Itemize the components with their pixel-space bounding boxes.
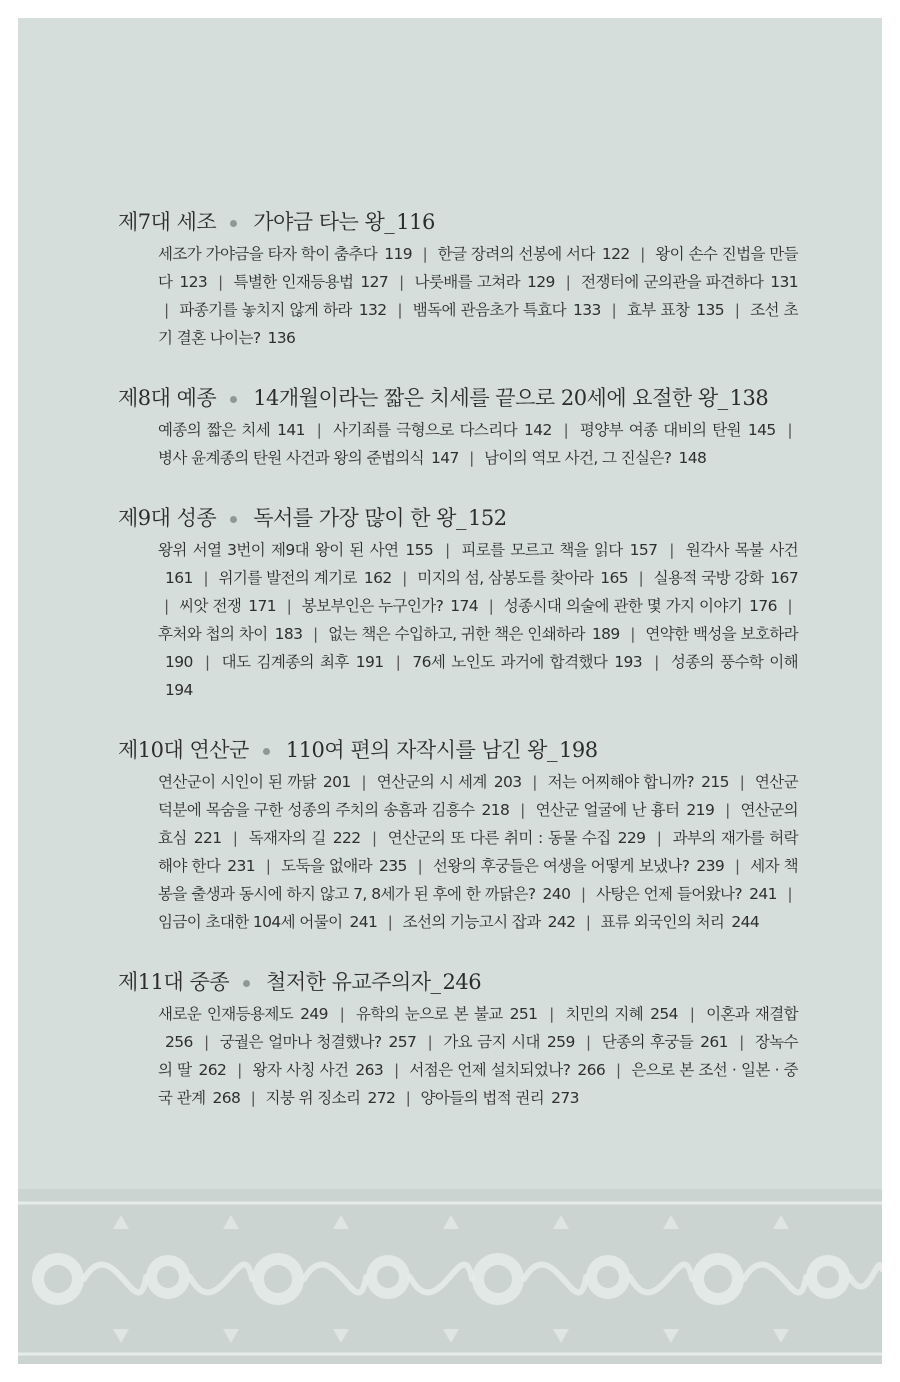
toc-item: [601, 913, 759, 931]
separator: |: [787, 597, 793, 615]
toc-item: [433, 857, 724, 875]
toc-item-page: 142: [523, 421, 552, 439]
chapter-items: [158, 416, 798, 472]
toc-item: [158, 245, 412, 263]
toc-item-page: 201: [322, 773, 351, 791]
chapter-page-number: 116: [396, 210, 435, 234]
toc-item-page: 123: [179, 273, 208, 291]
toc-item-text: 사탕은 언제 들어왔나?: [596, 885, 743, 903]
chapter-items: [158, 768, 798, 936]
toc-item-page: 174: [450, 597, 479, 615]
chapter-subtitle: 14개월이라는 짧은 치세를 끝으로 20세에 요절한 왕: [253, 386, 718, 410]
separator: |: [393, 1061, 399, 1079]
separator: |: [580, 885, 586, 903]
toc-item-page: 133: [572, 301, 601, 319]
separator: |: [563, 421, 569, 439]
toc-item-page: 183: [274, 625, 303, 643]
separator: |: [549, 1005, 554, 1023]
toc-item: [234, 273, 389, 291]
toc-item-page: 219: [686, 801, 715, 819]
toc-item-page: 240: [542, 885, 571, 903]
toc-item-text: 봉보부인은 누구인가?: [301, 597, 444, 615]
toc-item: [377, 773, 522, 791]
separator: |: [250, 1089, 256, 1107]
separator: |: [469, 449, 474, 467]
chapter-heading: 제9대 성종 독서를 가장 많이 한 왕_152: [118, 506, 507, 530]
toc-item-text: 도둑을 없애라: [281, 857, 373, 875]
toc-item-page: 257: [388, 1033, 417, 1051]
toc-item: [158, 1005, 328, 1023]
toc-item: [627, 301, 724, 319]
separator: |: [585, 1033, 591, 1051]
separator: |: [405, 1089, 411, 1107]
toc-item-text: 원각사 목불 사건: [685, 541, 798, 559]
toc-item: [158, 625, 302, 643]
toc-item-page: 239: [696, 857, 725, 875]
toc-item: [654, 569, 798, 587]
toc-item-page: 259: [546, 1033, 575, 1051]
toc-item: [412, 653, 642, 671]
toc-item-text: 76세 노인도 과거에 합격했다: [412, 653, 608, 671]
separator: |: [739, 773, 745, 791]
toc-item: [356, 1005, 537, 1023]
toc-item-page: 249: [300, 1005, 328, 1023]
toc-item: [581, 273, 798, 291]
toc-item-page: 189: [591, 625, 620, 643]
chapter-heading: 제10대 연산군 110여 편의 자작시를 남긴 왕_198: [118, 738, 598, 762]
toc-item-text: 서점은 언제 설치되었나?: [409, 1061, 571, 1079]
toc-item-text: 병사 윤계종의 탄원 사건과 왕의 준법의식: [158, 449, 424, 467]
separator: |: [640, 245, 645, 263]
toc-item-page: 273: [551, 1089, 579, 1107]
separator: |: [397, 301, 402, 319]
chapter-page-number: 152: [467, 506, 507, 530]
toc-item: [413, 301, 601, 319]
chapter-title: 제11대 중종: [118, 970, 230, 994]
toc-chapter: [118, 732, 798, 936]
toc-item-text: 없는 책은 수입하고, 귀한 책은 인쇄하라: [328, 625, 585, 643]
chapter-page-number: 246: [442, 970, 482, 994]
toc-item-text: 남이의 역모 사건, 그 진실은?: [484, 449, 672, 467]
toc-item-page: 190: [165, 653, 193, 671]
toc-item: [484, 449, 706, 467]
toc-item-text: 연산군이 시인이 된 까닭: [158, 773, 316, 791]
toc-item-page: 261: [700, 1033, 728, 1051]
separator: |: [402, 569, 407, 587]
toc-item-text: 이혼과 재결합: [706, 1005, 799, 1023]
toc-item-text: 궁궐은 얼마나 청결했나?: [219, 1033, 382, 1051]
toc-item: [158, 421, 305, 439]
toc-item: [421, 1089, 579, 1107]
chapter-items: [158, 240, 798, 352]
toc-item-text: 연산군 얼굴에 난 흉터: [535, 801, 680, 819]
separator: |: [265, 857, 271, 875]
toc-item-page: 162: [363, 569, 392, 587]
toc-item: [403, 913, 576, 931]
separator: |: [654, 653, 659, 671]
toc-item-page: 242: [547, 913, 576, 931]
bullet-dot-icon: [230, 516, 237, 523]
toc-item: [179, 301, 386, 319]
toc-item: [266, 1089, 396, 1107]
separator: |: [395, 653, 401, 671]
toc-item: [566, 1005, 678, 1023]
toc-item: [253, 1061, 384, 1079]
toc-item-text: 평양부 여종 대비의 탄원: [579, 421, 741, 439]
separator: |: [689, 1005, 695, 1023]
separator: |: [339, 1005, 345, 1023]
chapter-heading: 제11대 중종 철저한 유교주의자_246: [118, 970, 482, 994]
toc-item-text: 표류 외국인의 처리: [600, 913, 725, 931]
toc-item-text: 위기를 발전의 계기로: [218, 569, 357, 587]
toc-item-page: 193: [614, 653, 643, 671]
toc-item-page: 222: [332, 829, 361, 847]
toc-item-text: 세조가 가야금을 타자 학이 춤추다: [158, 245, 378, 263]
separator: |: [565, 273, 571, 291]
toc-item-text: 미지의 섬, 삼봉도를 찾아라: [417, 569, 594, 587]
toc-item-text: 뱀독에 관음초가 특효다: [412, 301, 566, 319]
toc-chapter: [118, 964, 798, 1112]
toc-item: [249, 829, 361, 847]
toc-item-text: 저는 어찌해야 합니까?: [547, 773, 695, 791]
toc-item-text: 가요 금지 시대: [443, 1033, 540, 1051]
decorative-border-pattern: [18, 1189, 882, 1364]
separator: |: [286, 597, 292, 615]
bullet-dot-icon: [263, 748, 270, 755]
toc-item: [179, 597, 276, 615]
toc-item-text: 연산군 덕분에 목숨을 구한 성종의 주치의 송흠과 김흥수: [158, 773, 799, 819]
bullet-dot-icon: [230, 396, 237, 403]
toc-item: [415, 273, 555, 291]
toc-item: [158, 773, 351, 791]
separator: |: [488, 597, 494, 615]
toc-item-page: 148: [678, 449, 707, 467]
toc-item-page: 254: [650, 1005, 678, 1023]
separator: |: [532, 773, 537, 791]
toc-item-text: 사기죄를 극형으로 다스리다: [333, 421, 517, 439]
toc-item-text: 왕자 사칭 사건: [252, 1061, 349, 1079]
separator: |: [611, 301, 617, 319]
separator: |: [585, 913, 591, 931]
separator: |: [203, 1033, 209, 1051]
separator: |: [204, 653, 210, 671]
separator: |: [361, 773, 367, 791]
toc-item-text: 대도 김계종의 최후: [221, 653, 349, 671]
toc-item-text: 파종기를 놓치지 않게 하라: [179, 301, 352, 319]
toc-item: [438, 245, 630, 263]
chapter-page-number: 138: [729, 386, 769, 410]
toc-item: [220, 1033, 417, 1051]
toc-chapter: [118, 500, 798, 704]
toc-item-text: 단종의 후궁들: [601, 1033, 694, 1051]
separator: |: [669, 541, 674, 559]
toc-item-text: 임금이 초대한 104세 어물이: [158, 913, 343, 931]
separator: |: [371, 829, 377, 847]
toc-item-page: 218: [481, 801, 510, 819]
toc-item-text: 특별한 인재등용법: [233, 273, 354, 291]
toc-item-text: 연산군의 또 다른 취미 : 동물 수집: [387, 829, 611, 847]
separator: |: [164, 597, 169, 615]
separator: |: [237, 1061, 242, 1079]
toc-item: [281, 857, 407, 875]
toc-item-page: 268: [212, 1089, 241, 1107]
separator: |: [203, 569, 208, 587]
toc-item-text: 성종의 풍수학 이해: [670, 653, 799, 671]
toc-item-page: 167: [770, 569, 799, 587]
chapter-title: 제10대 연산군: [118, 738, 249, 762]
toc-item-text: 성종시대 의술에 관한 몇 가지 이야기: [503, 597, 743, 615]
chapter-subtitle: 가야금 타는 왕: [253, 210, 385, 234]
toc-chapter: [118, 380, 798, 472]
toc-item: [417, 569, 628, 587]
toc-item-page: 251: [509, 1005, 538, 1023]
toc-item-page: 135: [696, 301, 724, 319]
toc-item-text: 나룻배를 고쳐라: [414, 273, 520, 291]
chapter-items: [158, 536, 798, 704]
toc-item: [443, 1033, 574, 1051]
toc-item: [536, 801, 715, 819]
toc-item-text: 씨앗 전쟁: [179, 597, 242, 615]
toc-item: [158, 449, 459, 467]
toc-item-page: 215: [701, 773, 729, 791]
chapter-subtitle: 독서를 가장 많이 한 왕: [253, 506, 456, 530]
separator: |: [725, 801, 730, 819]
bullet-dot-icon: [243, 980, 250, 987]
toc-item-text: 조선의 기능고시 잡과: [402, 913, 541, 931]
separator: |: [656, 829, 662, 847]
toc-item-page: 266: [577, 1061, 606, 1079]
toc-item-text: 예종의 짧은 치세: [158, 421, 271, 439]
toc-item: [158, 913, 377, 931]
toc-item-text: 전쟁터에 군의관을 파견하다: [581, 273, 764, 291]
chapter-heading: 제7대 세조 가야금 타는 왕_116: [118, 210, 435, 234]
toc-item: [328, 625, 620, 643]
separator: |: [630, 625, 635, 643]
toc-item-page: 157: [629, 541, 658, 559]
chapter-title: 제9대 성종: [118, 506, 217, 530]
separator: |: [444, 541, 450, 559]
separator: |: [164, 301, 169, 319]
toc-item: [218, 569, 391, 587]
separator: |: [232, 829, 238, 847]
toc-item-text: 연약한 백성을 보호하라: [645, 625, 799, 643]
toc-item-page: 131: [770, 273, 799, 291]
toc-item-page: 231: [227, 857, 256, 875]
toc-item-page: 241: [349, 913, 378, 931]
chapter-subtitle: 철저한 유교주의자: [266, 970, 431, 994]
toc-item-page: 256: [165, 1033, 193, 1051]
toc-item-text: 연산군의 시 세계: [376, 773, 487, 791]
toc-item-text: 조선 초기 결혼 나이는?: [158, 301, 799, 347]
separator: |: [312, 625, 318, 643]
toc-item-text: 한글 장려의 선봉에 서다: [437, 245, 595, 263]
toc-item-page: 145: [747, 421, 776, 439]
toc-item-page: 191: [355, 653, 384, 671]
separator: |: [387, 913, 393, 931]
chapter-page-number: 198: [558, 738, 598, 762]
toc-item-text: 왕이 손수 진법을 만들다: [158, 245, 799, 291]
chapter-title: 제8대 예종: [118, 386, 217, 410]
toc-item-text: 새로운 인재등용제도: [158, 1005, 294, 1023]
toc-item: [602, 1033, 728, 1051]
toc-item: [461, 541, 657, 559]
toc-item-page: 132: [358, 301, 387, 319]
toc-item-page: 127: [360, 273, 389, 291]
toc-item-text: 효부 표창: [626, 301, 690, 319]
separator: |: [734, 857, 740, 875]
toc-item-text: 장녹수의 딸: [158, 1033, 799, 1079]
toc-item-page: 235: [379, 857, 407, 875]
toc-item-page: 171: [248, 597, 277, 615]
toc-item-text: 과부의 재가를 허락해야 한다: [158, 829, 799, 875]
toc-item-text: 은으로 본 조선 · 일본 · 중국 관계: [158, 1061, 799, 1107]
separator: |: [316, 421, 322, 439]
toc-item-text: 양아들의 법적 권리: [420, 1089, 545, 1107]
toc-item-text: 왕위 서열 3번이 제9대 왕이 된 사연: [158, 541, 399, 559]
toc-item-page: 147: [430, 449, 459, 467]
separator: |: [739, 1033, 744, 1051]
toc-item-page: 119: [384, 245, 412, 263]
toc-item-text: 연산군의 효심: [158, 801, 799, 847]
toc-item-page: 244: [731, 913, 760, 931]
separator: |: [520, 801, 525, 819]
toc-item-text: 피로를 모르고 책을 읽다: [461, 541, 623, 559]
toc-item-page: 129: [526, 273, 555, 291]
toc-item-text: 선왕의 후궁들은 여생을 어떻게 보냈나?: [432, 857, 690, 875]
toc-item-page: 263: [355, 1061, 384, 1079]
separator: |: [218, 273, 223, 291]
separator: |: [615, 1061, 621, 1079]
toc-item-page: 122: [601, 245, 630, 263]
toc-item-page: 141: [277, 421, 305, 439]
toc-item: [333, 421, 552, 439]
toc-item: [222, 653, 384, 671]
chapter-heading: 제8대 예종 14개월이라는 짧은 치세를 끝으로 20세에 요절한 왕_138: [118, 386, 769, 410]
separator: |: [427, 1033, 433, 1051]
toc-item-text: 실용적 국방 강화: [653, 569, 764, 587]
toc-item: [580, 421, 776, 439]
chapter-items: [158, 1000, 798, 1112]
toc-item: [302, 597, 478, 615]
toc-item-text: 후처와 첩의 차이: [158, 625, 268, 643]
toc-item-text: 지붕 위 징소리: [265, 1089, 361, 1107]
chapter-title: 제7대 세조: [118, 210, 217, 234]
separator: |: [422, 245, 428, 263]
separator: |: [734, 301, 740, 319]
toc-item-page: 165: [600, 569, 629, 587]
toc-chapter: [118, 204, 798, 352]
toc-item-page: 229: [617, 829, 646, 847]
toc-item: [596, 885, 777, 903]
toc-item-page: 194: [165, 681, 193, 699]
toc-item: [548, 773, 729, 791]
separator: |: [787, 885, 793, 903]
toc-item: [388, 829, 646, 847]
toc-item-text: 치민의 지혜: [565, 1005, 644, 1023]
toc-item: [409, 1061, 605, 1079]
toc-item-page: 176: [749, 597, 777, 615]
toc-item-text: 유학의 눈으로 본 불교: [356, 1005, 503, 1023]
toc-item-page: 161: [165, 569, 193, 587]
toc-item-page: 155: [405, 541, 434, 559]
separator: |: [417, 857, 423, 875]
separator: |: [638, 569, 644, 587]
chapter-subtitle: 110여 편의 자작시를 남긴 왕: [285, 738, 547, 762]
toc-item-text: 독재자의 길: [248, 829, 326, 847]
toc-item-page: 203: [493, 773, 522, 791]
toc-item-page: 221: [193, 829, 222, 847]
toc-item-page: 262: [198, 1061, 227, 1079]
toc-item: [504, 597, 777, 615]
separator: |: [787, 421, 793, 439]
toc-item-text: 세자 책봉을 출생과 동시에 하지 않고 7, 8세가 된 후에 한 까닭은?: [158, 857, 799, 903]
bullet-dot-icon: [230, 220, 237, 227]
toc-item-page: 272: [367, 1089, 396, 1107]
separator: |: [399, 273, 404, 291]
toc-item: [158, 541, 433, 559]
toc-item-page: 136: [267, 329, 296, 347]
toc-item-page: 241: [749, 885, 777, 903]
book-page: [18, 18, 882, 1364]
table-of-contents: [118, 204, 798, 1112]
